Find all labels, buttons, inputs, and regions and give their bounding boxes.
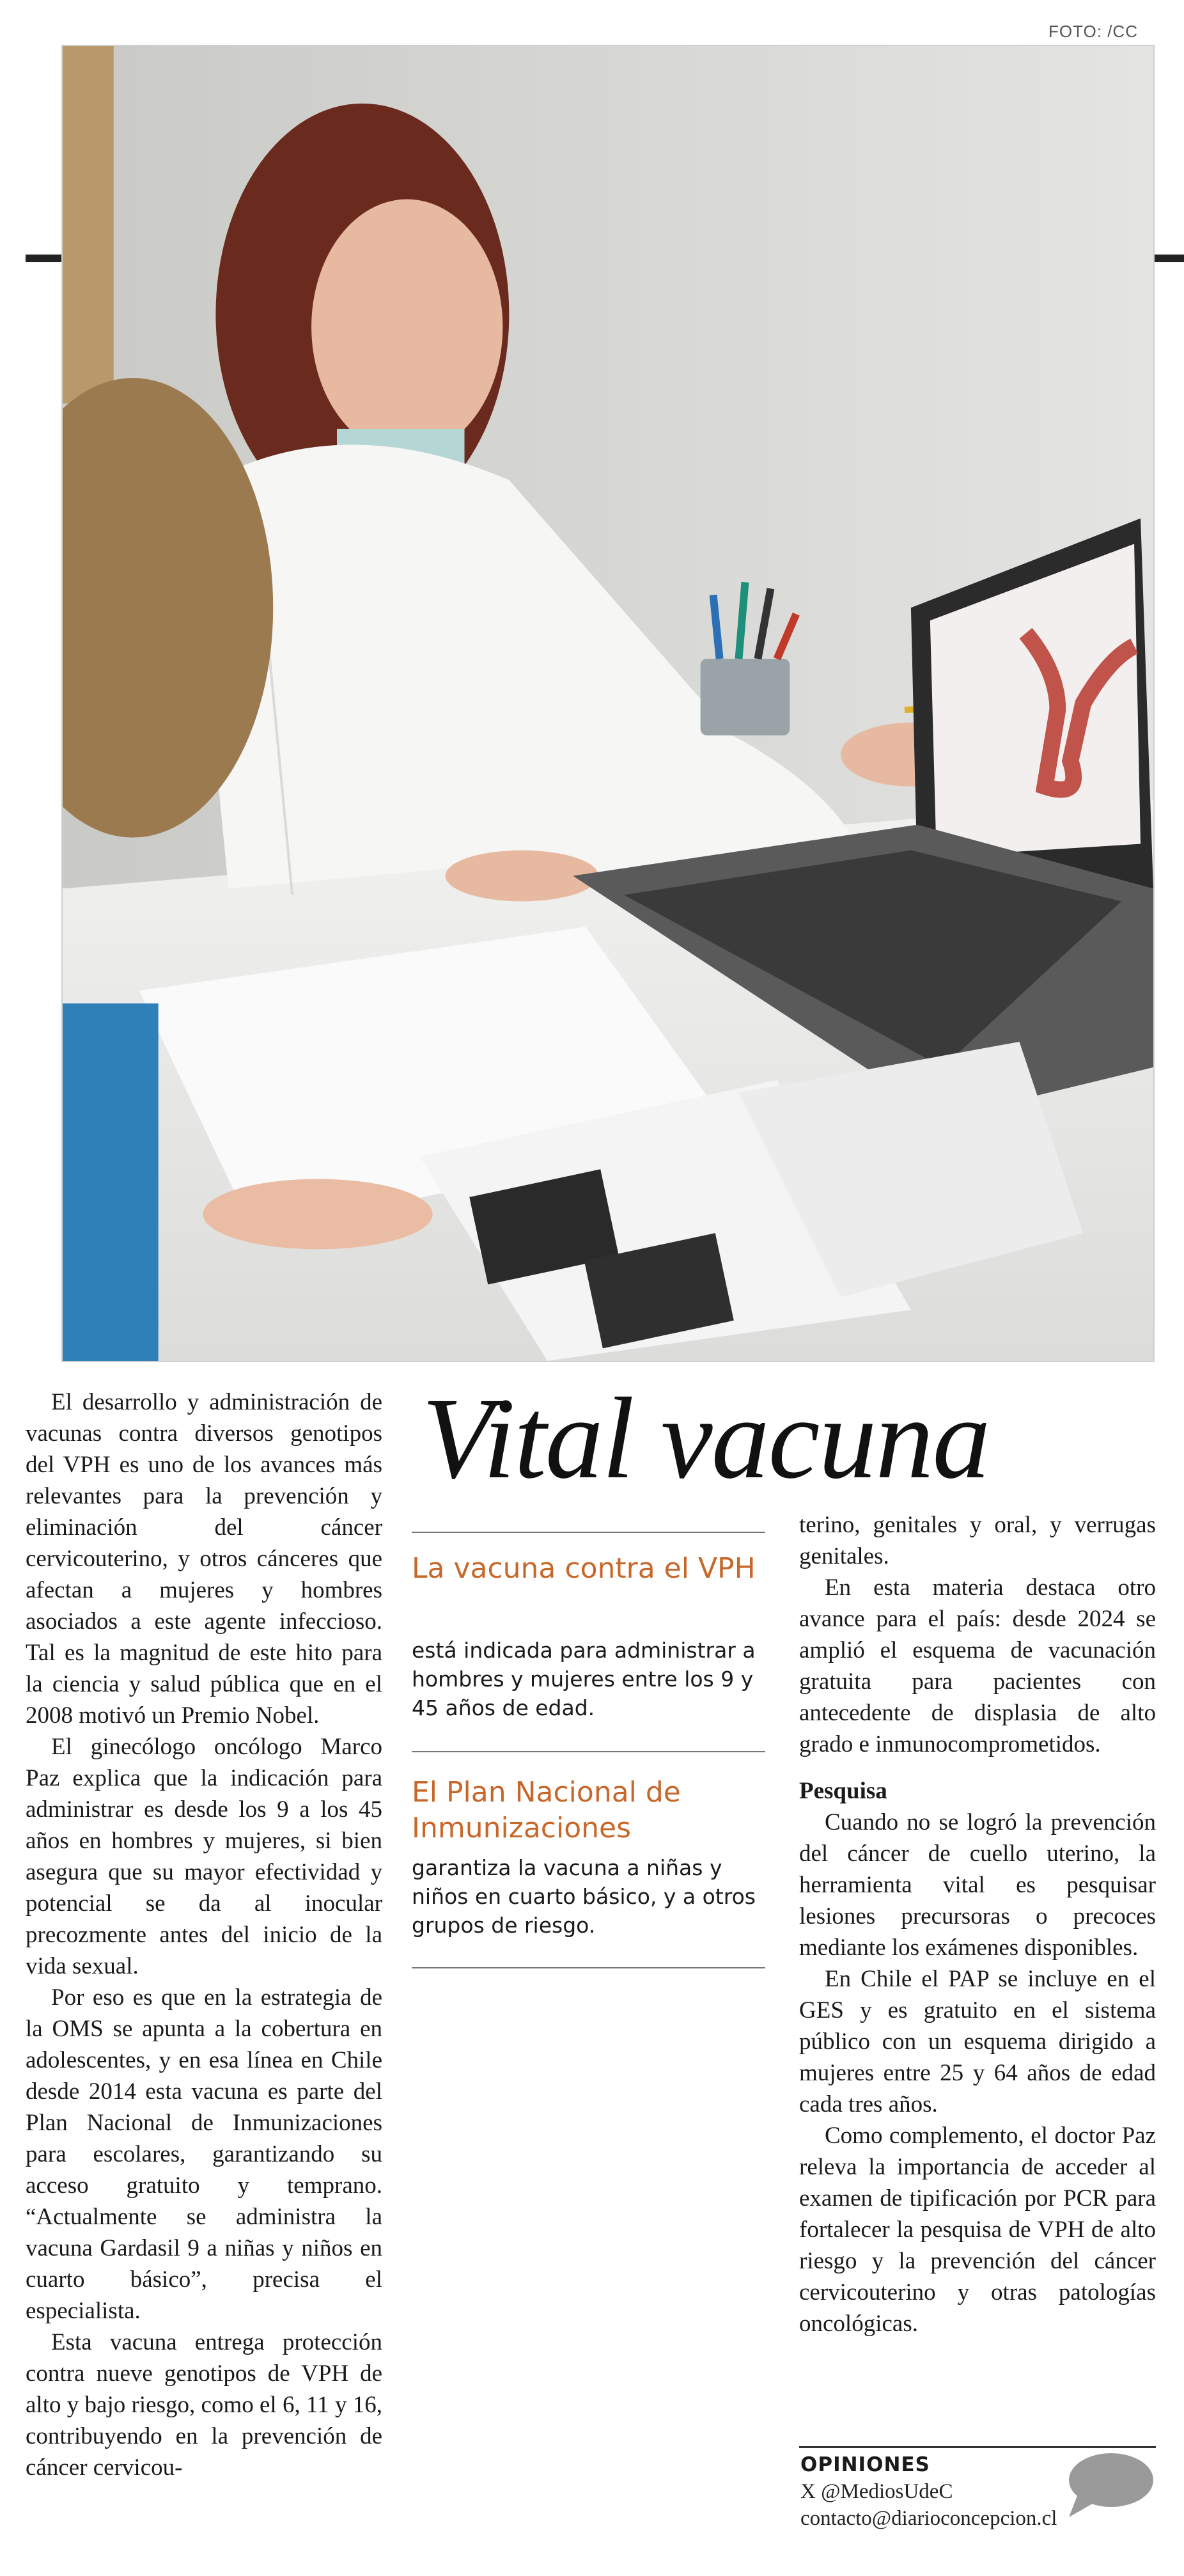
photo-credit: FOTO: /CC [1048, 22, 1138, 41]
paragraph: Cuando no se logró la prevención del cáncer de cuello uterino, la herramienta vital es pesquisar lesiones precursoras o precoces mediante los exámenes disponibles. [799, 1809, 1156, 1961]
sidebar-rule-top [412, 1532, 765, 1533]
section-rule-left [26, 255, 61, 262]
opinions-email[interactable]: contacto@diarioconcepcion.cl [800, 2507, 1057, 2530]
paragraph: Por eso es que en la estrategia de la OMS se apunta a la cobertura en adolescentes, y en esa línea en Chile desde 2014 esta vacuna es parte del Plan Nacional de Inmunizaciones para escolares, garantizando su acceso gratuito y temprano. “Actualmente se administra la vacuna Gardasil 9 a niñas y niños en cuarto básico”, precisa el especialista. [26, 1984, 382, 2324]
paragraph: Esta vacuna entrega protección contra nueve genotipos de VPH de alto y bajo riesgo, como el 6, 11 y 16, contribuyendo en la prevención de cáncer cervicou- [26, 2329, 382, 2481]
sidebar-box1-title: La vacuna contra el VPH [412, 1552, 756, 1585]
paragraph: Como complemento, el doctor Paz releva la importancia de acceder al examen de tipificación por PCR para fortalecer la pesquisa de VPH de alto riesgo y la prevención del cáncer cervicouterino y otras patologías oncológicas. [799, 2123, 1156, 2337]
paragraph: En esta materia destaca otro avance para el país: desde 2024 se amplió el esquema de vacunación gratuita para pacientes con antecedente de displasia de alto grado e inmunocomprometidos. [799, 1575, 1156, 1757]
paragraph: El desarrollo y administración de vacunas contra diversos genotipos del VPH es uno de los avances más relevantes para la prevención y eliminación del cáncer cervicouterino, y otros cánceres que afectan a mujeres y hombres asociados a este agente infeccioso. Tal es la magnitud de este hito para la ciencia y salud pública que en el 2008 motivó un Premio Nobel. [26, 1389, 382, 1729]
opinions-title: OPINIONES [800, 2453, 930, 2476]
subheading: Pesquisa [799, 1778, 887, 1804]
paragraph: En Chile el PAP se incluye en el GES y es gratuito en el sistema público con un esquema dirigido a mujeres entre 25 y 64 años de edad cada tres años. [799, 1966, 1156, 2117]
sidebar-rule-bottom [412, 1967, 765, 1968]
sidebar-box1-body: está indicada para administrar a hombres y mujeres entre los 9 y 45 años de edad. [412, 1638, 756, 1720]
paragraph: terino, genitales y oral, y verrugas genitales. [799, 1512, 1156, 1569]
speech-bubble-icon [1065, 2449, 1155, 2520]
sidebar-rule-middle [412, 1751, 765, 1752]
headline: Vital vacuna [422, 1374, 990, 1503]
opinions-rule [799, 2446, 1156, 2448]
sidebar-box2-title: El Plan Nacional de Inmunizaciones [412, 1776, 681, 1844]
sidebar-box2-body: garantiza la vacuna a niñas y niños en cuarto básico, y a otros grupos de riesgo. [412, 1855, 756, 1938]
left-column [26, 1386, 382, 2483]
opinions-handle[interactable]: X @MediosUdeC [800, 2480, 953, 2503]
right-column [799, 1509, 1156, 2339]
paragraph: El ginecólogo oncólogo Marco Paz explica que la indicación para administrar es desde los 9 a los 45 años en hombres y mujeres, si bien asegura que su mayor efectividad y potencial se da al inocular precozmente antes del inicio de la vida sexual. [26, 1734, 382, 1979]
article-photo [61, 45, 1155, 1362]
section-rule-right [1155, 255, 1184, 262]
